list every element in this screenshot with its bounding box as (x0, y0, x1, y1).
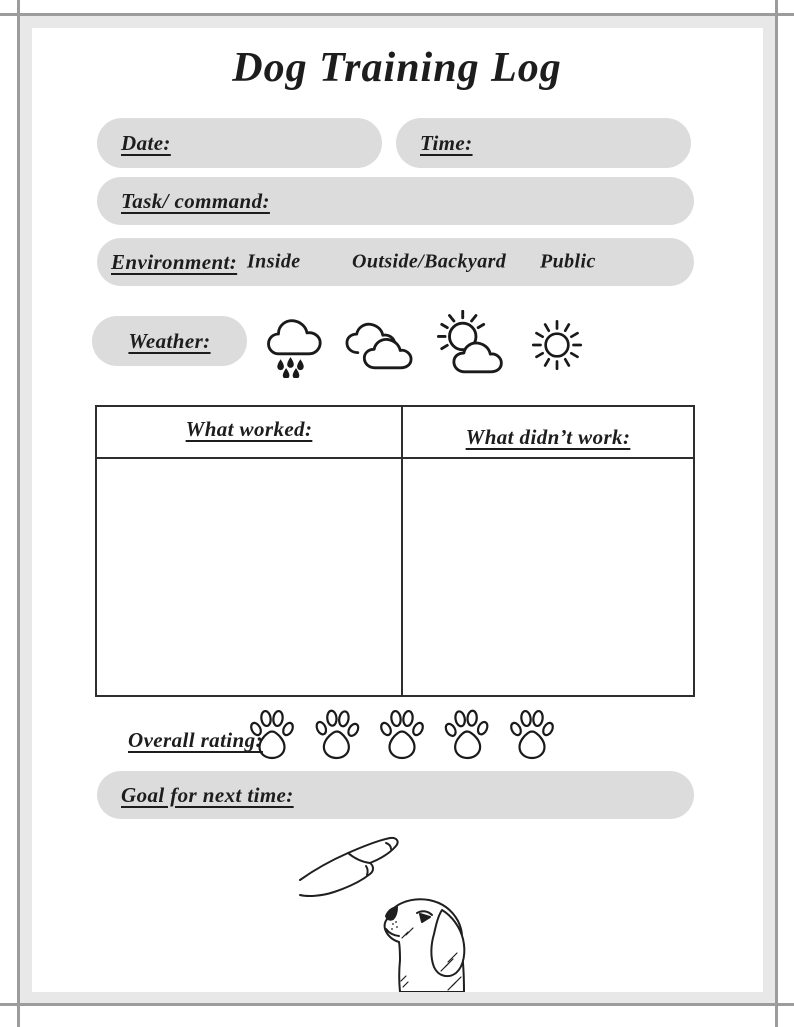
rating-paws (248, 708, 556, 762)
page-title: Dog Training Log (232, 45, 562, 91)
date-label: Date: (121, 130, 171, 155)
paw-icon[interactable] (248, 708, 296, 762)
task-command-field[interactable] (97, 177, 694, 225)
frame-line-right (775, 0, 778, 1027)
paw-icon[interactable] (378, 708, 426, 762)
task-command-label: Task/ command: (121, 188, 270, 213)
what-didnt-work-cell[interactable] (403, 459, 693, 695)
time-label: Time: (420, 130, 473, 155)
worked-table-header (97, 407, 693, 459)
environment-option-public[interactable]: Public (540, 250, 596, 273)
what-worked-cell[interactable] (97, 459, 403, 695)
weather-rainy-icon[interactable] (264, 312, 328, 378)
frame-line-bottom (0, 1003, 794, 1006)
worked-table (95, 405, 695, 697)
weather-sunny-icon[interactable] (524, 312, 590, 378)
what-didnt-work-header: What didn’t work: (465, 425, 631, 449)
time-field[interactable] (396, 118, 691, 168)
frame-line-top (0, 13, 794, 16)
paw-icon[interactable] (442, 707, 493, 763)
paw-icon[interactable] (312, 707, 363, 763)
date-field[interactable] (97, 118, 382, 168)
goal-label: Goal for next time: (121, 782, 294, 807)
environment-label: Environment: (111, 249, 238, 274)
overall-rating-label: Overall rating: (128, 728, 263, 752)
goal-field[interactable] (97, 771, 694, 819)
frame-line-left (17, 0, 20, 1027)
weather-partly-sunny-icon[interactable] (436, 310, 506, 374)
hand-and-dog-illustration (296, 836, 496, 992)
weather-field (92, 316, 247, 366)
paw-icon[interactable] (508, 708, 556, 762)
environment-field (97, 238, 694, 286)
environment-option-inside[interactable]: Inside (247, 250, 301, 273)
weather-cloudy-icon[interactable] (342, 320, 416, 370)
environment-option-outside-backyard[interactable]: Outside/Backyard (352, 250, 507, 273)
weather-label: Weather: (128, 328, 211, 353)
what-worked-header: What worked: (185, 417, 313, 441)
